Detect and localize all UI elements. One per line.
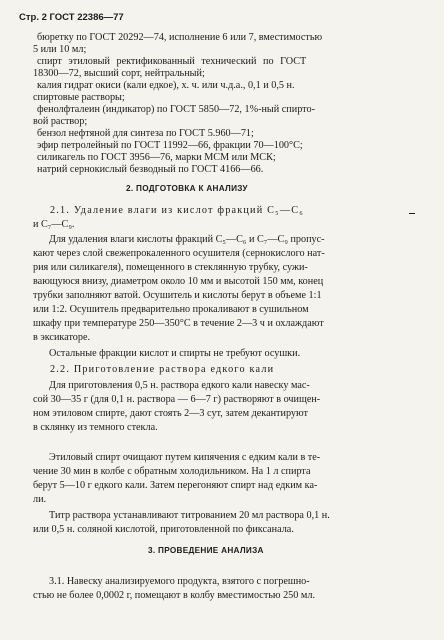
text-line: трубки заполняют ватой. Осушитель и кислоты берут в объеме 1:1 [33,290,322,301]
text-line: 18300—72, высший сорт, нейтральный; [33,68,205,79]
text-line: бюретку по ГОСТ 20292—74, исполнение 6 или 7, вместимостью [37,32,323,43]
text-line: Этиловый спирт очищают путем кипячения с едким кали в те- [49,452,321,463]
text-line: сой 30—35 г (для 0,1 н. раствора — 6—7 г) растворяют в очищен- [33,394,321,405]
margin-tick [409,213,415,214]
text-line: натрий сернокислый безводный по ГОСТ 4166—66. [37,164,264,175]
section-heading-3: 3. ПРОВЕДЕНИЕ АНАЛИЗА [148,546,264,555]
text-line: или 1:2. Осушитель предварительно прокаливают в сушильном [33,304,309,315]
page-header: Стр. 2 ГОСТ 22386—77 [19,12,124,23]
text-line: ном этиловом спирте, дают стоять 2—3 сут, затем декантируют [33,408,308,419]
text-line: Титр раствора устанавливают титрованием 20 мл раствора 0,1 н. [49,510,330,521]
text-line: берут 5—10 г едкого кали. Затем перегоняют спирт над едким ка- [33,480,318,491]
text-line: Для приготовления 0,5 н. раствора едкого кали навеску мас- [49,380,310,391]
subsection-heading: 2.2. Приготовление раствора едкого кали [50,364,275,375]
text-line: в склянку из темного стекла. [33,422,158,433]
text-line: стью не более 0,0002 г, помещают в колбу вместимостью 250 мл. [33,590,315,601]
text-line: рия или силикагеля), помещенного в стеклянную трубку, сужи- [33,262,308,273]
text-line: спирт этиловый ректификованный технический по ГОСТ [37,56,307,67]
text-line: фенолфталеин (индикатор) по ГОСТ 5850—72, 1%-ный спирто- [37,104,315,115]
text-line: ли. [33,494,47,505]
text-line: Остальные фракции кислот и спирты не требуют осушки. [49,348,301,359]
text-line: и С₇—С₉. [33,219,75,230]
section-heading-2: 2. ПОДГОТОВКА К АНАЛИЗУ [126,184,248,193]
text-line: бензол нефтяной для синтеза по ГОСТ 5.960—71; [37,128,254,139]
text-line: калия гидрат окиси (кали едкое), х. ч. или ч.д.а., 0,1 и 0,5 н. [37,80,295,91]
text-line: силикагель по ГОСТ 3956—76, марки МСМ или МСК; [37,152,276,163]
text-line: Для удаления влаги кислоты фракций С₅—С₆ и С₇—С₉ пропус- [49,234,325,245]
text-line: вой раствор; [33,116,88,127]
text-line: чение 30 мин в колбе с обратным холодильником. На 1 л спирта [33,466,311,477]
text-line: шкафу при температуре 250—350°С в течение 2—3 ч и охлаждают [33,318,324,329]
text-line: эфир петролейный по ГОСТ 11992—66, фракции 70—100°С; [37,140,303,151]
text-line: кают через слой свежепрокаленного осушителя (сернокислого нат- [33,248,325,259]
text-line: вающуюся внизу, диаметром около 10 мм и высотой 150 мм, конец [33,276,324,287]
text-line: в эксикаторе. [33,332,91,343]
text-line: 5 или 10 мл; [33,44,87,55]
text-line: или 0,5 н. соляной кислотой, приготовленной по фиксаналa. [33,524,294,535]
subsection-heading: 2.1. Удаление влаги из кислот фракций С₅—С₆ [50,205,304,216]
text-line: 3.1. Навеску анализируемого продукта, взятого с погрешно- [49,576,310,587]
text-line: спиртовые растворы; [33,92,125,103]
